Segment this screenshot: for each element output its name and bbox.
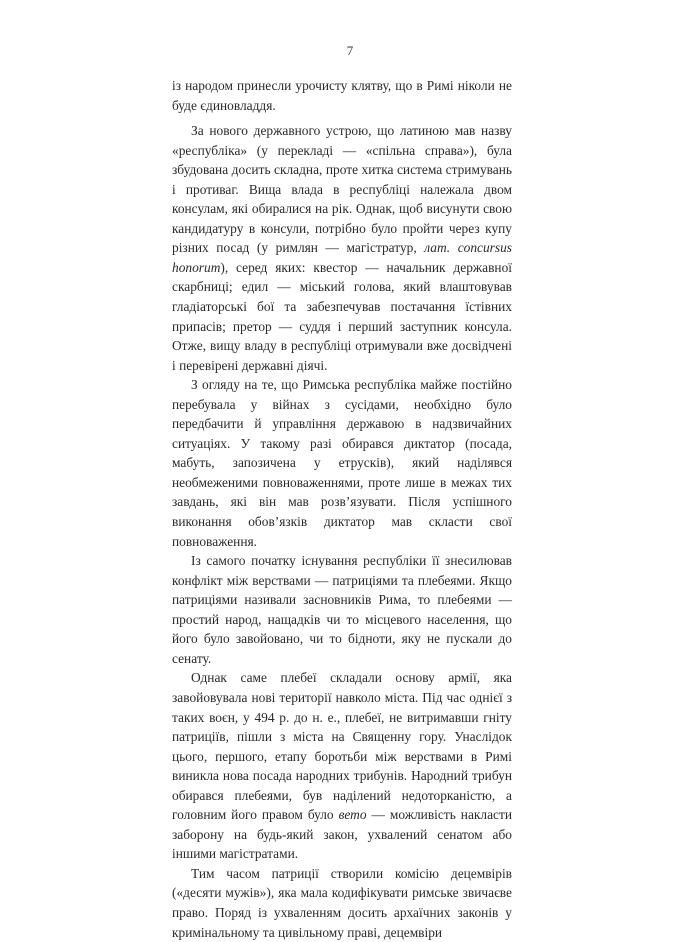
text-run: ), серед яких: квестор — начальник державної скарбниці; едил — міський голова, який влаштовував гладіаторські бої та забезпечував постачання їстівних припасів; претор — суддя і перший заступник консула. Отже, вищу владу в республіці отримували вже досвідчені і перевірені державні діячі. (172, 259, 512, 373)
paragraph (172, 121, 512, 375)
paragraph (172, 551, 512, 668)
paragraph (172, 864, 512, 942)
paragraph (172, 668, 512, 863)
italic-text: лат. concursus honorum (172, 240, 513, 275)
text-run: Тим часом патриції створили комісію децемвірів («десяти мужів»), яка мала кодифікувати римське звичаєве право. Поряд із ухваленням досить архаїчних законів у кримінальному та цивільному праві, децемвіри (172, 865, 512, 940)
body-text (172, 76, 512, 942)
text-run: За нового державного устрою, що латиною мав назву «республіка» (у перекладі — «спільна справа»), була збудована досить складна, проте хитка система стримувань і противаг. Вища влада в республіці належала двом консулам, які обиралися на рік. Однак, щоб висунути свою кандидатуру в консули, потрібно було пройти через купу різних посад (у римлян — магістратур, (172, 123, 512, 256)
text-run: — можливість накласти заборону на будь-який закон, ухвалений сенатом або іншими магістратами. (172, 807, 512, 862)
paragraph (172, 76, 512, 115)
text-run: із народом принесли урочисту клятву, що в Римі ніколи не буде єдиновладдя. (172, 78, 512, 113)
text-run: Однак саме плебеї складали основу армії, яка завойовувала нові території навколо міста. Під час однієї з таких воєн, у 494 р. до н. е., плебеї, не витримавши гніту патриціїв, пішли з міста на Священну гору. Унаслідок цього, першого, етапу боротьби між верствами в Римі виникла нова посада народних трибунів. Народний трибун обирався плебеями, був наділений недоторканістю, а головним його правом було (172, 670, 512, 823)
paragraph (172, 375, 512, 551)
text-run: З огляду на те, що Римська республіка майже постійно перебувала у війнах з сусідами, необхідно було передбачити й управління державою в надзвичайних ситуаціях. У такому разі обирався диктатор (посада, мабуть, запозичена у етрусків), який наділявся необмеженими повноваженнями, проте лише в межах тих завдань, які він мав розв’язувати. Після успішного виконання обов’язків диктатор мав скласти свої повноваження. (172, 377, 512, 549)
page-number: 7 (346, 43, 354, 58)
italic-text: вето (338, 807, 367, 823)
text-run: Із самого початку існування республіки її знесилював конфлікт між верствами — патриціями та плебеями. Якщо патриціями називали засновників Рима, то плебеями — простий народ, нащадків чи то місцевого населення, що його було завойовано, чи то бідноти, яку не пускали до сенату. (172, 553, 512, 666)
